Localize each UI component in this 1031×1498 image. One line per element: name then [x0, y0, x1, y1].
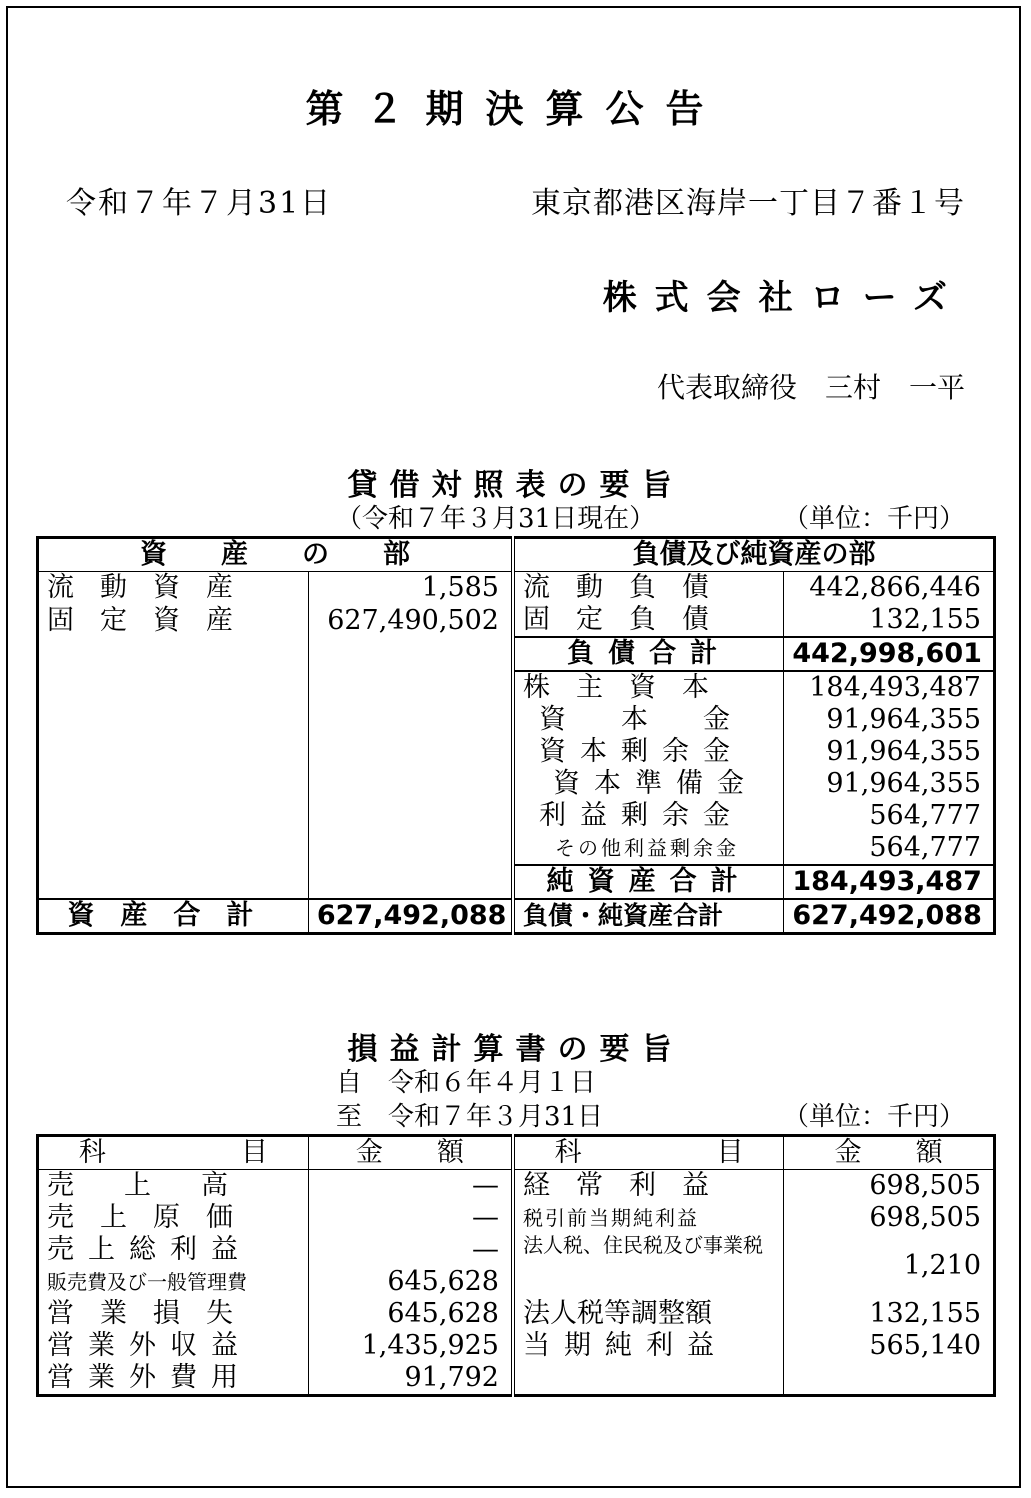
- income-statement-unit: （単位：千円）: [782, 1102, 965, 1132]
- income-label: 販売費及び一般管理費: [47, 1270, 247, 1294]
- period-to: 至 令和７年３月31日: [336, 1102, 604, 1132]
- liability-label: 固定負債: [513, 604, 784, 637]
- equity-label: 資本準備金: [513, 768, 784, 800]
- equity-label: 株主資本: [513, 671, 784, 704]
- equity-value: 564,777: [784, 800, 995, 832]
- income-value: 1,435,925: [308, 1330, 513, 1362]
- grand-total-value: 627,492,088: [784, 899, 995, 934]
- income-label: 営業外費用: [47, 1362, 252, 1393]
- liability-label: 流動負債: [513, 572, 784, 605]
- income-value: 132,155: [784, 1298, 995, 1330]
- equity-label: 利益剰余金: [513, 800, 784, 832]
- assets-total-value: 627,492,088: [308, 899, 513, 934]
- income-label: 売上原価: [47, 1202, 259, 1233]
- income-label: 売上総利益: [47, 1234, 252, 1265]
- page-title: 第２期決算公告: [305, 87, 726, 131]
- equity-value: 91,964,355: [784, 768, 995, 800]
- liability-value: 442,866,446: [784, 572, 995, 605]
- col-item-header: 科 目: [513, 1136, 784, 1170]
- assets-total-label: 資産合計: [38, 899, 309, 934]
- balance-sheet-table: [36, 536, 996, 935]
- col-amount-header: 金 額: [784, 1136, 995, 1170]
- liabilities-total-value: 442,998,601: [784, 637, 995, 671]
- company-name: 株式会社ローズ: [602, 278, 965, 318]
- income-value: —: [308, 1202, 513, 1234]
- income-value: 698,505: [784, 1202, 995, 1234]
- equity-total-value: 184,493,487: [784, 865, 995, 899]
- income-value: —: [308, 1234, 513, 1266]
- income-label: 営業外収益: [47, 1330, 252, 1361]
- asset-label: 固定資産: [47, 604, 259, 636]
- income-value: 645,628: [308, 1298, 513, 1330]
- income-statement-heading: 損益計算書の要旨: [347, 1032, 684, 1067]
- income-label: 当期純利益: [513, 1330, 784, 1362]
- equity-value: 91,964,355: [784, 736, 995, 768]
- equity-label: その他利益剰余金: [513, 832, 784, 865]
- period-from: 自 令和６年４月１日: [336, 1068, 597, 1098]
- income-value: —: [308, 1170, 513, 1203]
- income-label: 法人税、住民税及び事業税: [513, 1234, 784, 1298]
- income-value: 565,140: [784, 1330, 995, 1362]
- representative: 代表取締役 三村 一平: [656, 371, 965, 404]
- income-value: 645,628: [308, 1266, 513, 1298]
- income-label: 税引前当期純利益: [513, 1202, 784, 1234]
- col-item-header: 科 目: [38, 1136, 309, 1170]
- income-label: 営業損失: [47, 1298, 259, 1329]
- income-label: 経常利益: [513, 1170, 784, 1203]
- equity-value: 564,777: [784, 832, 995, 865]
- liability-value: 132,155: [784, 604, 995, 637]
- income-label: 売上高: [47, 1170, 278, 1201]
- equity-total-label: 純資産合計: [513, 865, 784, 899]
- assets-header: 資 産 の 部: [38, 538, 513, 572]
- notice-date: 令和７年７月31日: [66, 186, 333, 221]
- asset-value: 1,585: [308, 572, 513, 605]
- income-value: 91,792: [308, 1362, 513, 1396]
- income-label: 法人税等調整額: [513, 1298, 784, 1330]
- income-value: 698,505: [784, 1170, 995, 1203]
- asset-value: 627,490,502: [308, 604, 513, 637]
- equity-label: 資 本 金: [513, 704, 784, 736]
- balance-sheet-unit: （単位：千円）: [782, 504, 965, 534]
- income-statement-table: [36, 1134, 996, 1397]
- equity-value: 184,493,487: [784, 671, 995, 704]
- balance-sheet-heading: 貸借対照表の要旨: [347, 468, 684, 503]
- equity-label: 資本剰余金: [513, 736, 784, 768]
- asset-label: 流動資産: [47, 572, 259, 603]
- liabilities-total-label: 負債合計: [513, 637, 784, 671]
- col-amount-header: 金 額: [308, 1136, 513, 1170]
- equity-value: 91,964,355: [784, 704, 995, 736]
- income-value: 1,210: [784, 1234, 995, 1298]
- liabilities-header: 負債及び純資産の部: [513, 538, 995, 572]
- company-address: 東京都港区海岸一丁目７番１号: [531, 186, 965, 221]
- grand-total-label: 負債・純資産合計: [513, 899, 784, 934]
- balance-sheet-date: （令和７年３月31日現在）: [336, 504, 656, 534]
